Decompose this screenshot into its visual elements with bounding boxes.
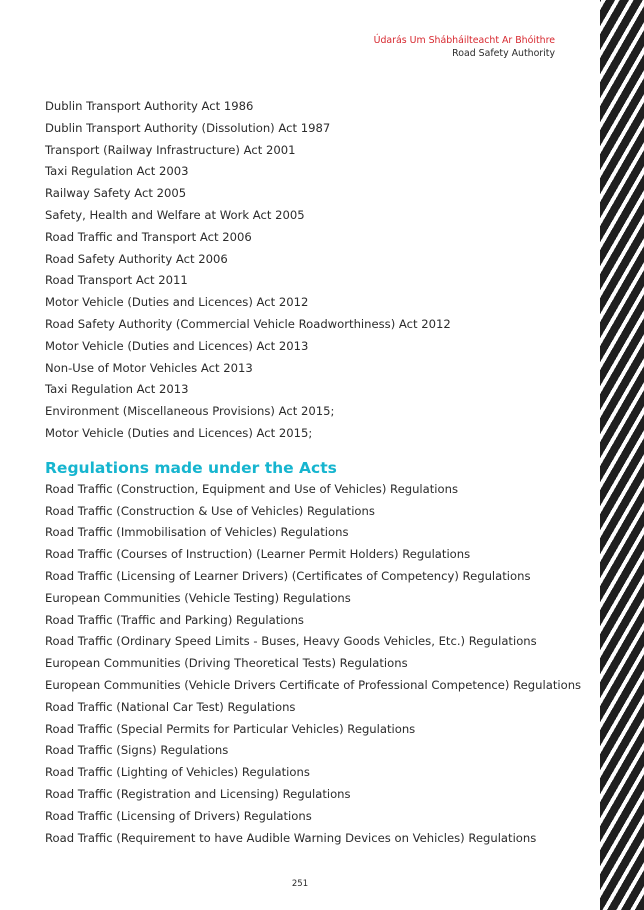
regulation-list-item: Road Traffic (Licensing of Learner Drivers) (Certificates of Competency) Regulations (45, 568, 531, 583)
act-list-item: Taxi Regulation Act 2013 (45, 382, 189, 397)
act-list-item: Road Safety Authority (Commercial Vehicle Roadworthiness) Act 2012 (45, 316, 451, 331)
regulation-list-item: Road Traffic (Requirement to have Audible Warning Devices on Vehicles) Regulations (45, 830, 537, 845)
regulation-list-item: Road Traffic (Signs) Regulations (45, 743, 229, 758)
act-list-item: Dublin Transport Authority Act 1986 (45, 99, 254, 113)
regulation-list-item: Road Traffic (Courses of Instruction) (Learner Permit Holders) Regulations (45, 547, 471, 562)
act-list-item: Motor Vehicle (Duties and Licences) Act 2015; (45, 425, 313, 440)
page-number: 251 (291, 879, 309, 889)
regulation-list-item: Road Traffic (Construction & Use of Vehicles) Regulations (45, 503, 375, 518)
act-list-item: Motor Vehicle (Duties and Licences) Act 2012 (45, 295, 309, 310)
regulation-list-item: Road Traffic (Traffic and Parking) Regulations (45, 612, 304, 627)
act-list-item: Railway Safety Act 2005 (45, 186, 187, 201)
header-irish-name: Údarás Um Shábháilteacht Ar Bhóithre (373, 35, 555, 46)
regulation-list-item: European Communities (Vehicle Testing) Regulations (45, 590, 351, 605)
act-list-item: Non-Use of Motor Vehicles Act 2013 (45, 360, 253, 375)
act-list-item: Safety, Health and Welfare at Work Act 2005 (45, 207, 305, 222)
header-english-name: Road Safety Authority (452, 48, 555, 59)
page-header (374, 34, 555, 60)
page-content (45, 96, 582, 849)
act-list-item: Motor Vehicle (Duties and Licences) Act 2013 (45, 338, 309, 353)
regulations-heading: Regulations made under the Acts (45, 458, 337, 477)
regulation-list-item: Road Traffic (National Car Test) Regulations (45, 699, 296, 714)
act-list-item: Road Safety Authority Act 2006 (45, 251, 228, 266)
act-list-item: Taxi Regulation Act 2003 (45, 164, 189, 179)
act-list-item: Dublin Transport Authority (Dissolution) Act 1987 (45, 120, 331, 135)
act-list-item: Road Transport Act 2011 (45, 273, 188, 288)
act-list-item: Transport (Railway Infrastructure) Act 2001 (45, 142, 296, 157)
decorative-stripe-bar (600, 0, 644, 910)
regulation-list-item: Road Traffic (Construction, Equipment and Use of Vehicles) Regulations (45, 481, 458, 496)
regulation-list-item: Road Traffic (Registration and Licensing) Regulations (45, 786, 351, 801)
regulation-list-item: Road Traffic (Ordinary Speed Limits - Buses, Heavy Goods Vehicles, Etc.) Regulations (45, 634, 537, 649)
regulations-list (45, 479, 582, 850)
regulation-list-item: Road Traffic (Special Permits for Particular Vehicles) Regulations (45, 721, 416, 736)
act-list-item: Environment (Miscellaneous Provisions) Act 2015; (45, 404, 335, 419)
regulation-list-item: Road Traffic (Licensing of Drivers) Regulations (45, 808, 312, 823)
regulation-list-item: European Communities (Driving Theoretical Tests) Regulations (45, 656, 408, 671)
act-list-item: Road Traffic and Transport Act 2006 (45, 229, 252, 244)
acts-list (45, 96, 565, 445)
regulation-list-item: Road Traffic (Lighting of Vehicles) Regulations (45, 765, 310, 780)
regulation-list-item: European Communities (Vehicle Drivers Certificate of Professional Competence) Regulations (45, 677, 582, 692)
regulation-list-item: Road Traffic (Immobilisation of Vehicles) Regulations (45, 525, 349, 540)
